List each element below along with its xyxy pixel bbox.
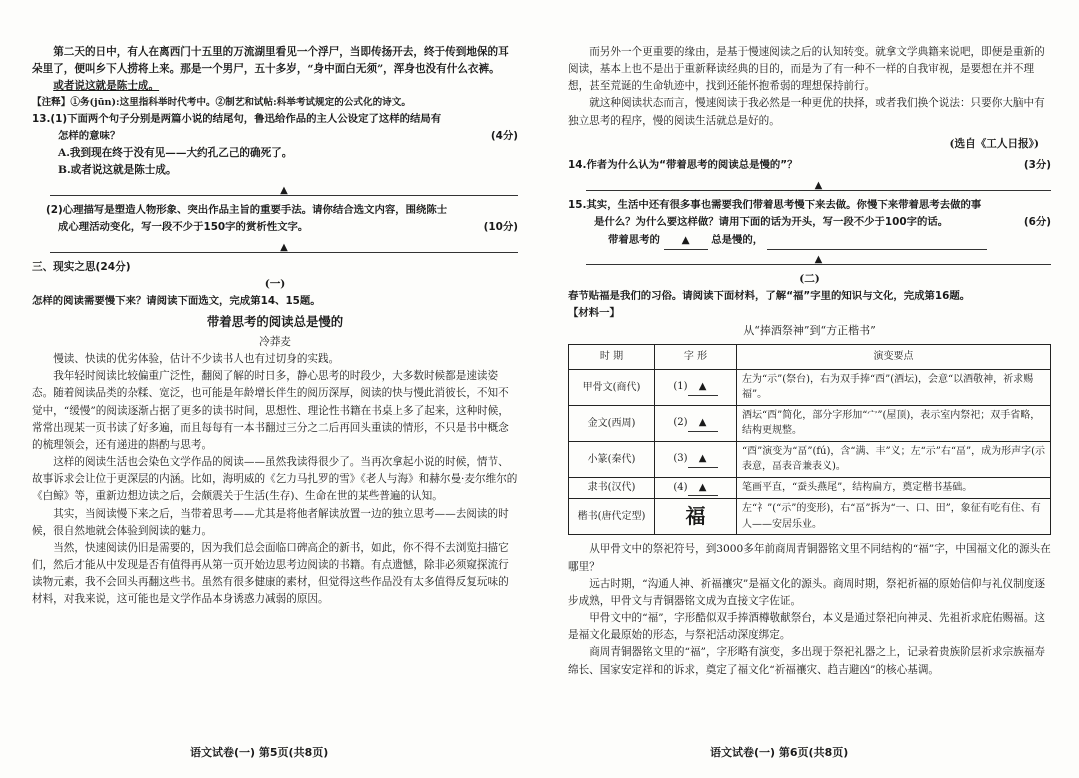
- answer-marker: ▲: [814, 179, 823, 191]
- article-paragraph: 我年轻时阅读比较偏重广泛性，翻阅了解的时日多，静心思考的时段少，大多数时候都是速读姿态。随着阅读品类的杂糅、宽泛，也可能是年龄增长伴生的阅历深厚，阅读的快与慢此消彼长，不知不觉中，“缓慢”的阅读逐渐占据了更多的读书时间，思想性、理论性书籍在书桌上多了起来，这种时候，常常出现某一页书读了好多遍，而且每每有一本书翻过三分之二后再回头重读的情形，不只是书中概念的梳理领会，还有递进的斟酌与思考。: [32, 370, 509, 451]
- form-label: (1): [673, 381, 688, 393]
- form-label: (3): [673, 453, 688, 465]
- answer-marker: ▲: [698, 481, 707, 493]
- q13-1-text2: 怎样的意味？: [58, 129, 121, 142]
- material-paragraph: 从甲骨文中的祭祀符号，到3000多年前商周青铜器铭文里不同结构的“福”字，中国福文化的源头在哪里？: [568, 543, 1051, 573]
- answer-line-14[interactable]: [586, 176, 1051, 191]
- point-cell: 左“礻”(“示”的变形)，右“畐”拆为“一、口、田”，象征有吃有住、有人——安居乐业。: [737, 499, 1051, 535]
- table-title: 从“捧酒祭神”到“方正楷书”: [743, 324, 876, 338]
- question-15-cont: [568, 214, 1051, 231]
- answer-marker: ▲: [698, 381, 707, 393]
- article-paragraph: 慢读、快读的优劣体验，估计不少读书人也有过切身的实践。: [53, 353, 340, 366]
- subsection-1: (一): [264, 277, 286, 290]
- question-13-1-cont: [32, 128, 518, 145]
- fu-intro: 春节贴福是我们的习俗。请阅读下面材料，了解“福”字里的知识与文化，完成第16题。: [568, 290, 971, 303]
- q15-start-a: 带着思考的: [608, 234, 660, 247]
- q15-blank[interactable]: [664, 232, 708, 250]
- question-14: [568, 157, 1051, 174]
- point-cell: 酒坛“酉”简化，部分字形加“宀”(屋顶)，表示室内祭祀；双手省略，结构更规整。: [737, 405, 1051, 441]
- page-footer: 语文试卷(一) 第5页(共8页): [190, 746, 329, 759]
- form-label: (2): [673, 417, 688, 429]
- period-cell: 金文(西周): [569, 405, 655, 441]
- q15-writing-start: [568, 232, 1051, 250]
- material-1-label: 【材料一】: [568, 307, 620, 320]
- q13-2-text: (2)心理描写是塑造人物形象、突出作品主旨的重要手法。请你结合选文内容，围绕陈士: [46, 204, 448, 216]
- form-cell[interactable]: [655, 441, 737, 477]
- q13-option-a: A.我到现在终于没有见——大约孔乙己的确死了。: [58, 146, 293, 159]
- article-title: 带着思考的阅读总是慢的: [206, 313, 344, 329]
- answer-marker: ▲: [280, 241, 288, 253]
- period-cell: 甲骨文(商代): [569, 369, 655, 405]
- question-13-1: [32, 111, 518, 128]
- question-13-2: [32, 202, 518, 219]
- answer-line-13-2[interactable]: [50, 238, 518, 253]
- table-row: [569, 499, 1051, 535]
- section-3-heading: 三、现实之思(24分): [32, 260, 131, 273]
- table-row: [569, 441, 1051, 477]
- form-label: (4): [673, 481, 688, 493]
- story-ending: 或者说这就是陈士成。: [53, 80, 160, 93]
- table-header: 演变要点: [737, 344, 1051, 369]
- table-header: 字 形: [655, 344, 737, 369]
- question-15: [568, 197, 1051, 214]
- q15-score: (6分): [1023, 215, 1051, 228]
- form-cell[interactable]: [655, 477, 737, 499]
- form-cell[interactable]: [655, 369, 737, 405]
- material-paragraph: 远古时期，“沟通人神、祈福禳灾”是福文化的源头。商周时期，祭祀祈福的原始信仰与礼仪制度逐步成熟，甲骨文与青铜器铭文成为直接文字佐证。: [568, 577, 1045, 607]
- point-cell: 左为“示”(祭台)，右为双手捧“酉”(酒坛)，会意“以酒敬神，祈求赐福”。: [737, 369, 1051, 405]
- story-paragraph: 第二天的日中，有人在离西门十五里的万流湖里看见一个浮尸，当即传扬开去，终于传到地保的耳朵里了，便叫乡下人捞将上来。那是一个男尸，五十多岁，“身中面白无须”，浑身也没有什么衣裤。: [32, 46, 509, 76]
- q13-2-text2: 成心理活动变化，写一段不少于150字的赏析性文字。: [58, 220, 309, 233]
- answer-marker: ▲: [698, 417, 707, 429]
- answer-marker: ▲: [681, 234, 690, 247]
- material-paragraph: 商周青铜器铭文里的“福”，字形略有演变，多出现于祭祀礼器之上，记录着贵族阶层祈求宗族福寿绵长、国家安定祥和的诉求，奠定了福文化“祈福禳灾、趋吉避凶”的核心基调。: [568, 646, 1045, 676]
- q15-answer-line[interactable]: [767, 232, 987, 250]
- answer-line-13-1[interactable]: [50, 181, 518, 196]
- point-cell: “酉”演变为“畐”(fú)，含“满、丰”义；左“示”右“畐”，成为形声字(示表意，畐表音兼表义)。: [737, 441, 1051, 477]
- q15-text: 15.其实，生活中还有很多事也需要我们带着思考慢下来去做。你慢下来带着思考去做的事: [568, 198, 982, 211]
- q13-1-text: 13.(1)下面两个句子分别是两篇小说的结尾句，鲁迅给作品的主人公设定了这样的结局有: [32, 113, 442, 125]
- answer-marker: ▲: [814, 254, 823, 266]
- right-page: [540, 0, 1079, 778]
- article-paragraph: 这样的阅读生活也会染色文学作品的阅读——虽然我读得很少了。当再次拿起小说的时候，情节、故事诉求会让位于更深层的内涵。比如，海明威的《乞力马扎罗的雪》《老人与海》和赫尔曼·麦尔维尔的《白鲸》等，重新边想边读之后，会颇震关于生活(生存)、生命在世的某些普遍的认知。: [32, 456, 518, 503]
- article-paragraph: 而另外一个更重要的缘由，是基于慢速阅读之后的认知转变。就拿文学典籍来说吧，即便是重新的阅读，基本上也不是出于重新释读经典的目的，而是为了有一种不一样的自我审视，是要想在并不理想，甚至荒诞的生命轨迹中，找到还能怀抱希弱的理想保持前行。: [568, 46, 1045, 93]
- subsection-2: (二): [799, 273, 820, 286]
- q13-2-score: (10分): [483, 220, 518, 233]
- period-cell: 小篆(秦代): [569, 441, 655, 477]
- article-paragraph: 当然，快速阅读仍旧是需要的，因为我们总会面临口碑高企的新书，如此，你不得不去浏览扫描它们，然后才能从中发现是否有值得再从第一页开始边思考边阅读的书籍。有点遗憾，除非必须窥探流行读物元素，我不会回头再翻这些书。虽然有很多健康的素材，但觉得这些作品没有太多值得反复玩味的材料，对我来说，这可能也是文学作品本身诱惑力减弱的原因。: [32, 541, 509, 606]
- form-cell[interactable]: [655, 405, 737, 441]
- q14-score: (3分): [1023, 158, 1051, 171]
- q15-start-b: 总是慢的，: [711, 234, 764, 247]
- article-author: 冷莽麦: [259, 335, 291, 348]
- page-footer: 语文试卷(一) 第6页(共8页): [710, 746, 849, 759]
- period-cell: 楷书(唐代定型): [569, 499, 655, 535]
- material-paragraph: 甲骨文中的“福”，字形酷似双手捧酒樽敬献祭台，本义是通过祭祀向神灵、先祖祈求庇佑赐福。这是福文化最原始的形态，与祭祀活动深度绑定。: [568, 612, 1045, 642]
- q13-1-score: (4分): [490, 129, 518, 142]
- q15-text2: 是什么？为什么要这样做？请用下面的话为开头，写一段不少于100字的话。: [594, 215, 949, 228]
- point-cell: 笔画平直，“蚕头燕尾”，结构扁方，奠定楷书基础。: [737, 477, 1051, 499]
- table-row: [569, 477, 1051, 499]
- period-cell: 隶书(汉代): [569, 477, 655, 499]
- q13-option-b: B.或者说这就是陈士成。: [58, 163, 177, 176]
- table-header: 时 期: [569, 344, 655, 369]
- article-paragraph: 就这种阅读状态而言，慢速阅读于我必然是一种更优的抉择，或者我们换个说法：只要你大脑中有独立思考的程序，慢的阅读生活就总是好的。: [568, 97, 1045, 127]
- q14-text: 14.作者为什么认为“带着思考的阅读总是慢的”？: [568, 158, 798, 171]
- annotation-note: 【注释】①务(jūn):这里指科举时代考中。②制艺和试帖:科举考试规定的公式化的诗文。: [32, 97, 411, 109]
- reading-intro: 怎样的阅读需要慢下来？请阅读下面选文，完成第14、15题。: [32, 295, 321, 307]
- article-paragraph: 其实，当阅读慢下来之后，当带着思考——尤其是将他者解读放置一边的独立思考——去阅读的时候，很自然地就会体验到阅读的魅力。: [32, 507, 509, 537]
- table-row: [569, 405, 1051, 441]
- answer-marker: ▲: [280, 185, 288, 196]
- table-row: [569, 369, 1051, 405]
- fu-character: 福: [655, 499, 737, 535]
- answer-marker: ▲: [698, 453, 707, 465]
- answer-line-15[interactable]: [586, 250, 1051, 265]
- fu-evolution-table: [568, 344, 1051, 536]
- question-13-2-cont: [32, 219, 518, 236]
- article-source: (选自《工人日报》): [949, 137, 1039, 150]
- table-header-row: [569, 344, 1051, 369]
